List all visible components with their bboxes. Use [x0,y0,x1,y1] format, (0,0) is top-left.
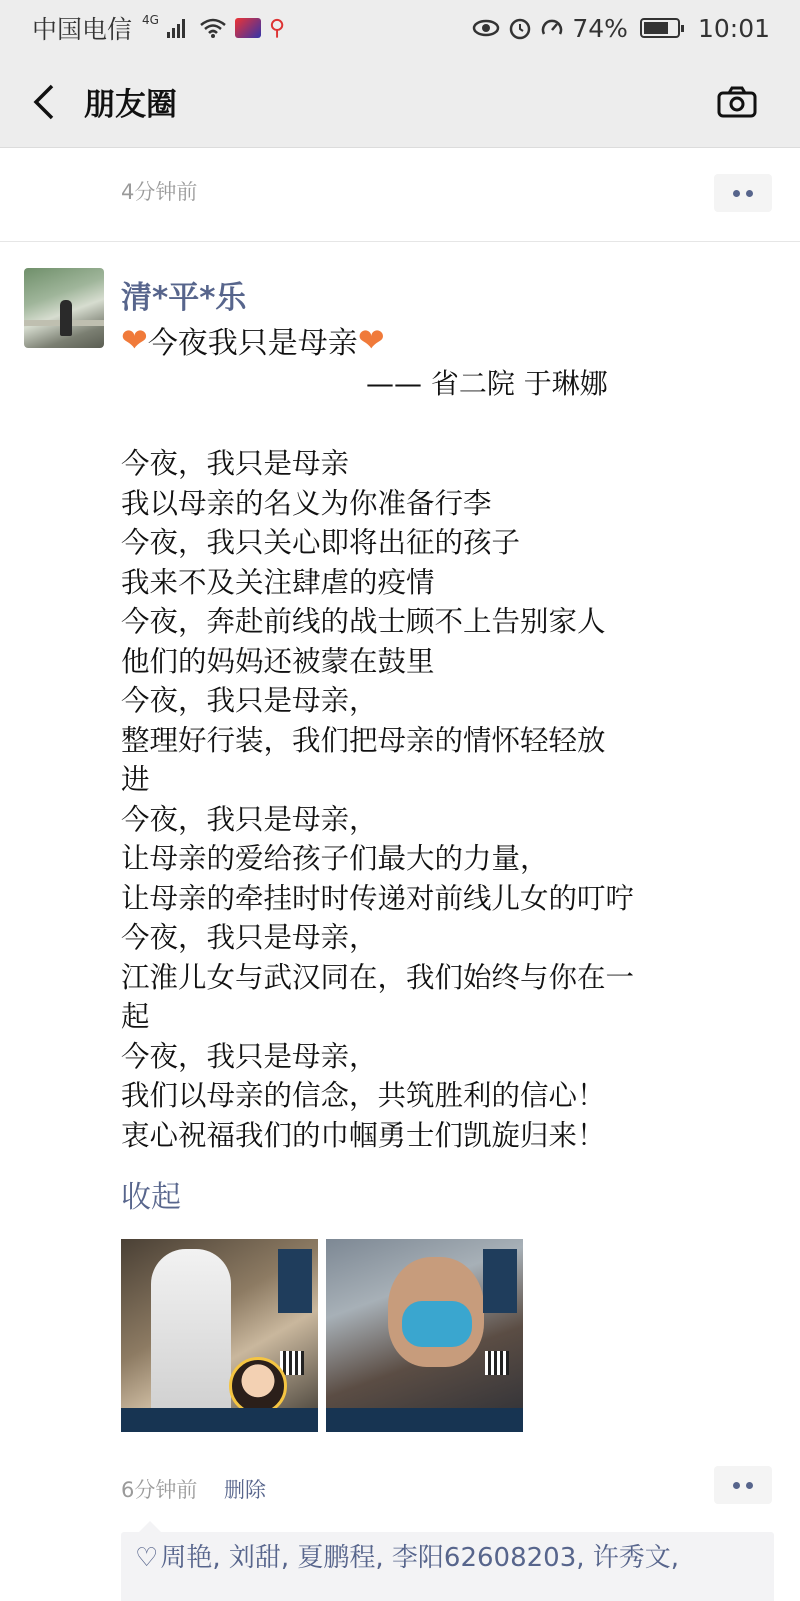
poem-line: 让母亲的牵挂时时传递对前线儿女的叮咛 [121,881,635,915]
poem-line: 今夜，我只关心即将出征的孩子 [121,526,521,559]
likes-box [121,1532,774,1601]
signal-icon [167,18,185,38]
dot-icon [733,1482,740,1489]
poem-line: 今夜，我只是母亲， [121,921,378,954]
more-options-button[interactable] [714,174,772,212]
heart-outline-icon: ♡ [135,1543,159,1573]
camera-button[interactable] [712,77,762,127]
poem-line: 进 [121,763,150,796]
poem-line: 让母亲的爱给孩子们最大的力量， [121,842,549,875]
dot-icon [746,1482,753,1489]
status-left [32,10,285,46]
username-link[interactable]: 清*平*乐 [121,280,247,316]
poem-line: 今夜，我只是母亲， [121,1039,378,1073]
poem-line: 江淮儿女与武汉同在，我们始终与你在一 [121,960,635,994]
battery-icon [640,18,680,38]
post-timestamp: 4分钟前 [121,180,198,204]
poem-line: 今夜，我只是母亲， [121,684,378,717]
heart-icon: ❤ [357,321,385,359]
back-button[interactable] [14,72,74,132]
delete-link[interactable]: 删除 [224,1478,266,1502]
collapse-link[interactable]: 收起 [121,1180,181,1215]
status-right [472,14,770,43]
location-icon: ⚲ [268,15,286,41]
post-image[interactable] [121,1239,318,1432]
poem-line: 他们的妈妈还被蒙在鼓里 [121,644,435,678]
poem-line: 起 [121,1000,150,1033]
battery-saver-icon [540,16,564,40]
poem-line: 今夜，我只是母亲 [121,447,350,480]
heart-icon: ❤ [121,321,148,359]
poem-line: 今夜，我只是母亲， [121,802,378,836]
camera-icon [717,86,757,118]
carrier-label: 中国电信 [32,15,133,44]
wifi-icon [199,17,227,39]
clock: 10:01 [697,13,770,43]
battery-percent: 74% [572,13,628,43]
poem-line: 我以母亲的名义为你准备行李 [121,486,492,520]
chevron-left-icon [32,84,56,120]
more-options-button[interactable] [714,1466,772,1504]
status-bar [0,0,800,56]
post-author-line: —— 省二院 于琳娜 [366,367,608,400]
title-bar [0,56,800,148]
avatar[interactable] [24,268,104,348]
post-image[interactable] [326,1239,523,1432]
app-notification-icon [235,18,261,38]
previous-post [0,148,800,242]
dot-icon [746,190,753,197]
poem-line: 我来不及关注肆虐的疫情 [121,565,435,599]
poem-line: 衷心祝福我们的巾帼勇士们凯旋归来！ [121,1118,606,1152]
post-timestamp: 6分钟前 [121,1478,198,1502]
poem-line: 我们以母亲的信念，共筑胜利的信心！ [121,1079,606,1112]
dot-icon [733,190,740,197]
post-body [121,444,741,1155]
poem-line: 今夜，奔赴前线的战士顾不上告别家人 [121,605,606,638]
likes-names: 周艳, 刘甜, 夏鹏程, 李阳62608203, 许秀文, [160,1543,680,1573]
network-type: 4G [142,13,159,27]
eye-icon [472,18,500,38]
likes-list[interactable] [135,1540,765,1576]
page-title: 朋友圈 [84,87,177,123]
alarm-icon [508,16,532,40]
post-heading-text: 今夜我只是母亲 [147,326,358,361]
poem-line: 整理好行装，我们把母亲的情怀轻轻放 [121,723,606,757]
post-heading [121,318,385,362]
